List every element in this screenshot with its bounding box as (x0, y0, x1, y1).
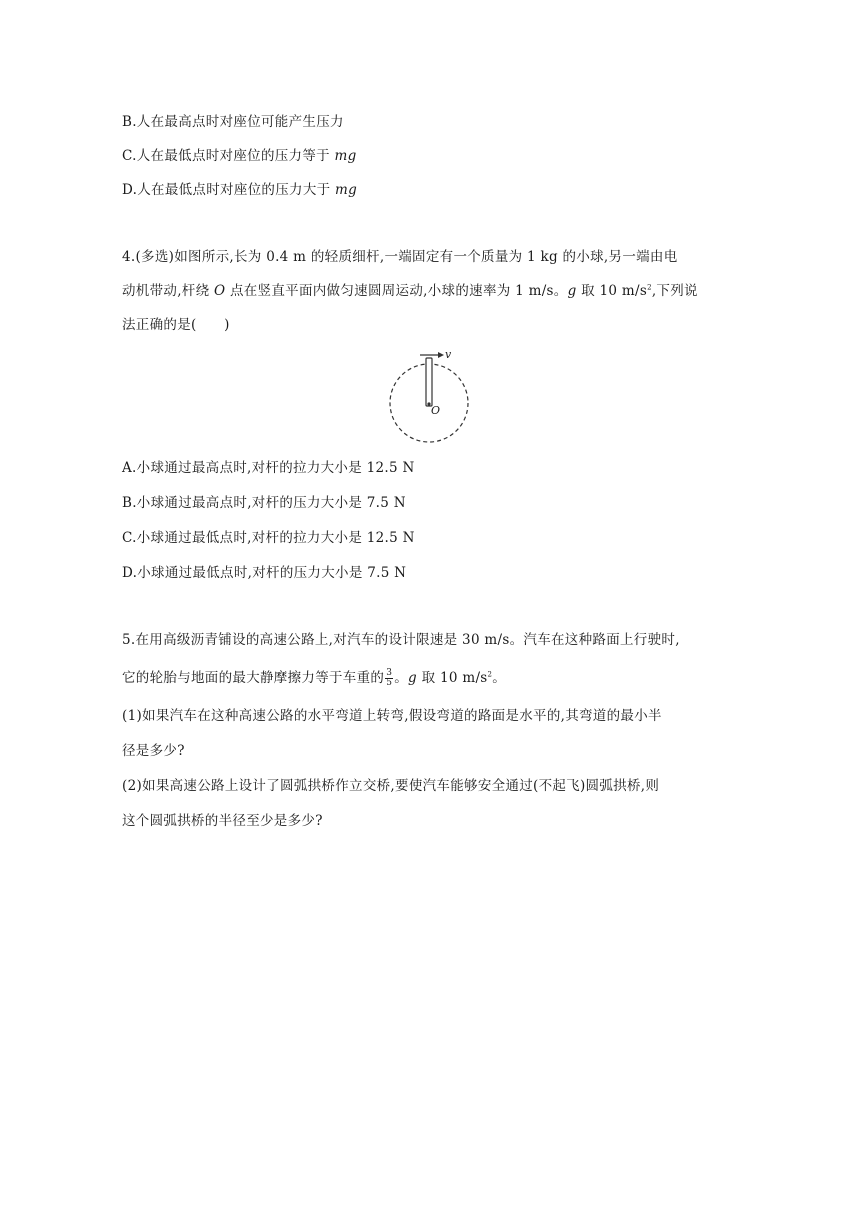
rod-circle-figure (384, 346, 476, 446)
q4-stem-line2 (122, 281, 698, 301)
q5-stem-line1: 5.在用高级沥青铺设的高速公路上,对汽车的设计限速是 30 m/s。汽车在这种路面上行驶时, (122, 632, 680, 648)
q3-option-c-var: mg (334, 148, 357, 164)
rod (426, 358, 432, 406)
q5-l2c: 取 10 m/s (417, 670, 488, 686)
q5-sub1-line1: (1)如果汽车在这种高速公路的水平弯道上转弯,假设弯道的路面是水平的,其弯道的最小半 (122, 708, 662, 724)
velocity-arrowhead (438, 352, 444, 358)
q4-l2b: 点在竖直平面内做匀速圆周运动,小球的速率为 1 m/s。 (225, 283, 568, 299)
q3-option-d-text: D.人在最低点时对座位的压力大于 (122, 182, 336, 198)
label-o: O (431, 404, 441, 417)
q3-option-d (122, 180, 357, 200)
q4-l2a: 动机带动,杆绕 (122, 283, 214, 299)
q4-option-d: D.小球通过最低点时,对杆的压力大小是 7.5 N (122, 565, 407, 581)
q4-l2d: ,下列说 (651, 283, 698, 299)
q4-l2c: 取 10 m/s (576, 283, 648, 299)
q4-stem-line1: 4.(多选)如图所示,长为 0.4 m 的轻质细杆,一端固定有一个质量为 1 kg 的小球,另一端由电 (122, 249, 678, 265)
q3-option-c (122, 146, 357, 166)
q3-option-c-text: C.人在最低点时对座位的压力等于 (122, 148, 335, 164)
q5-sup: 2 (487, 670, 493, 679)
q5-g: g (408, 670, 417, 686)
q5-l2b: 。 (394, 670, 409, 686)
q5-l2d: 。 (492, 670, 507, 686)
q4-sup: 2 (647, 283, 652, 292)
fraction-denominator: 5 (386, 678, 393, 688)
fraction-numerator: 3 (386, 668, 393, 678)
q5-sub2-line1: (2)如果高速公路上设计了圆弧拱桥作立交桥,要使汽车能够安全通过(不起飞)圆弧拱桥,则 (122, 778, 660, 794)
q3-option-d-var: mg (335, 182, 358, 198)
q4-option-c: C.小球通过最低点时,对杆的拉力大小是 12.5 N (122, 530, 415, 546)
label-v: v (445, 348, 452, 361)
q5-l2a: 它的轮胎与地面的最大静摩擦力等于车重的 (122, 670, 385, 686)
q4-point-o: O (213, 283, 226, 299)
q3-option-b: B.人在最高点时对座位可能产生压力 (122, 114, 344, 130)
q4-stem-line3: 法正确的是( ) (122, 317, 230, 333)
q5-sub1-line2: 径是多少? (122, 743, 185, 759)
fraction (385, 669, 393, 688)
q4-option-a: A.小球通过最高点时,对杆的拉力大小是 12.5 N (122, 460, 415, 476)
q5-stem-line2 (122, 668, 506, 688)
q5-sub2-line2: 这个圆弧拱桥的半径至少是多少? (122, 813, 323, 829)
q4-option-b: B.小球通过最高点时,对杆的压力大小是 7.5 N (122, 495, 406, 511)
q4-g: g (567, 283, 577, 299)
